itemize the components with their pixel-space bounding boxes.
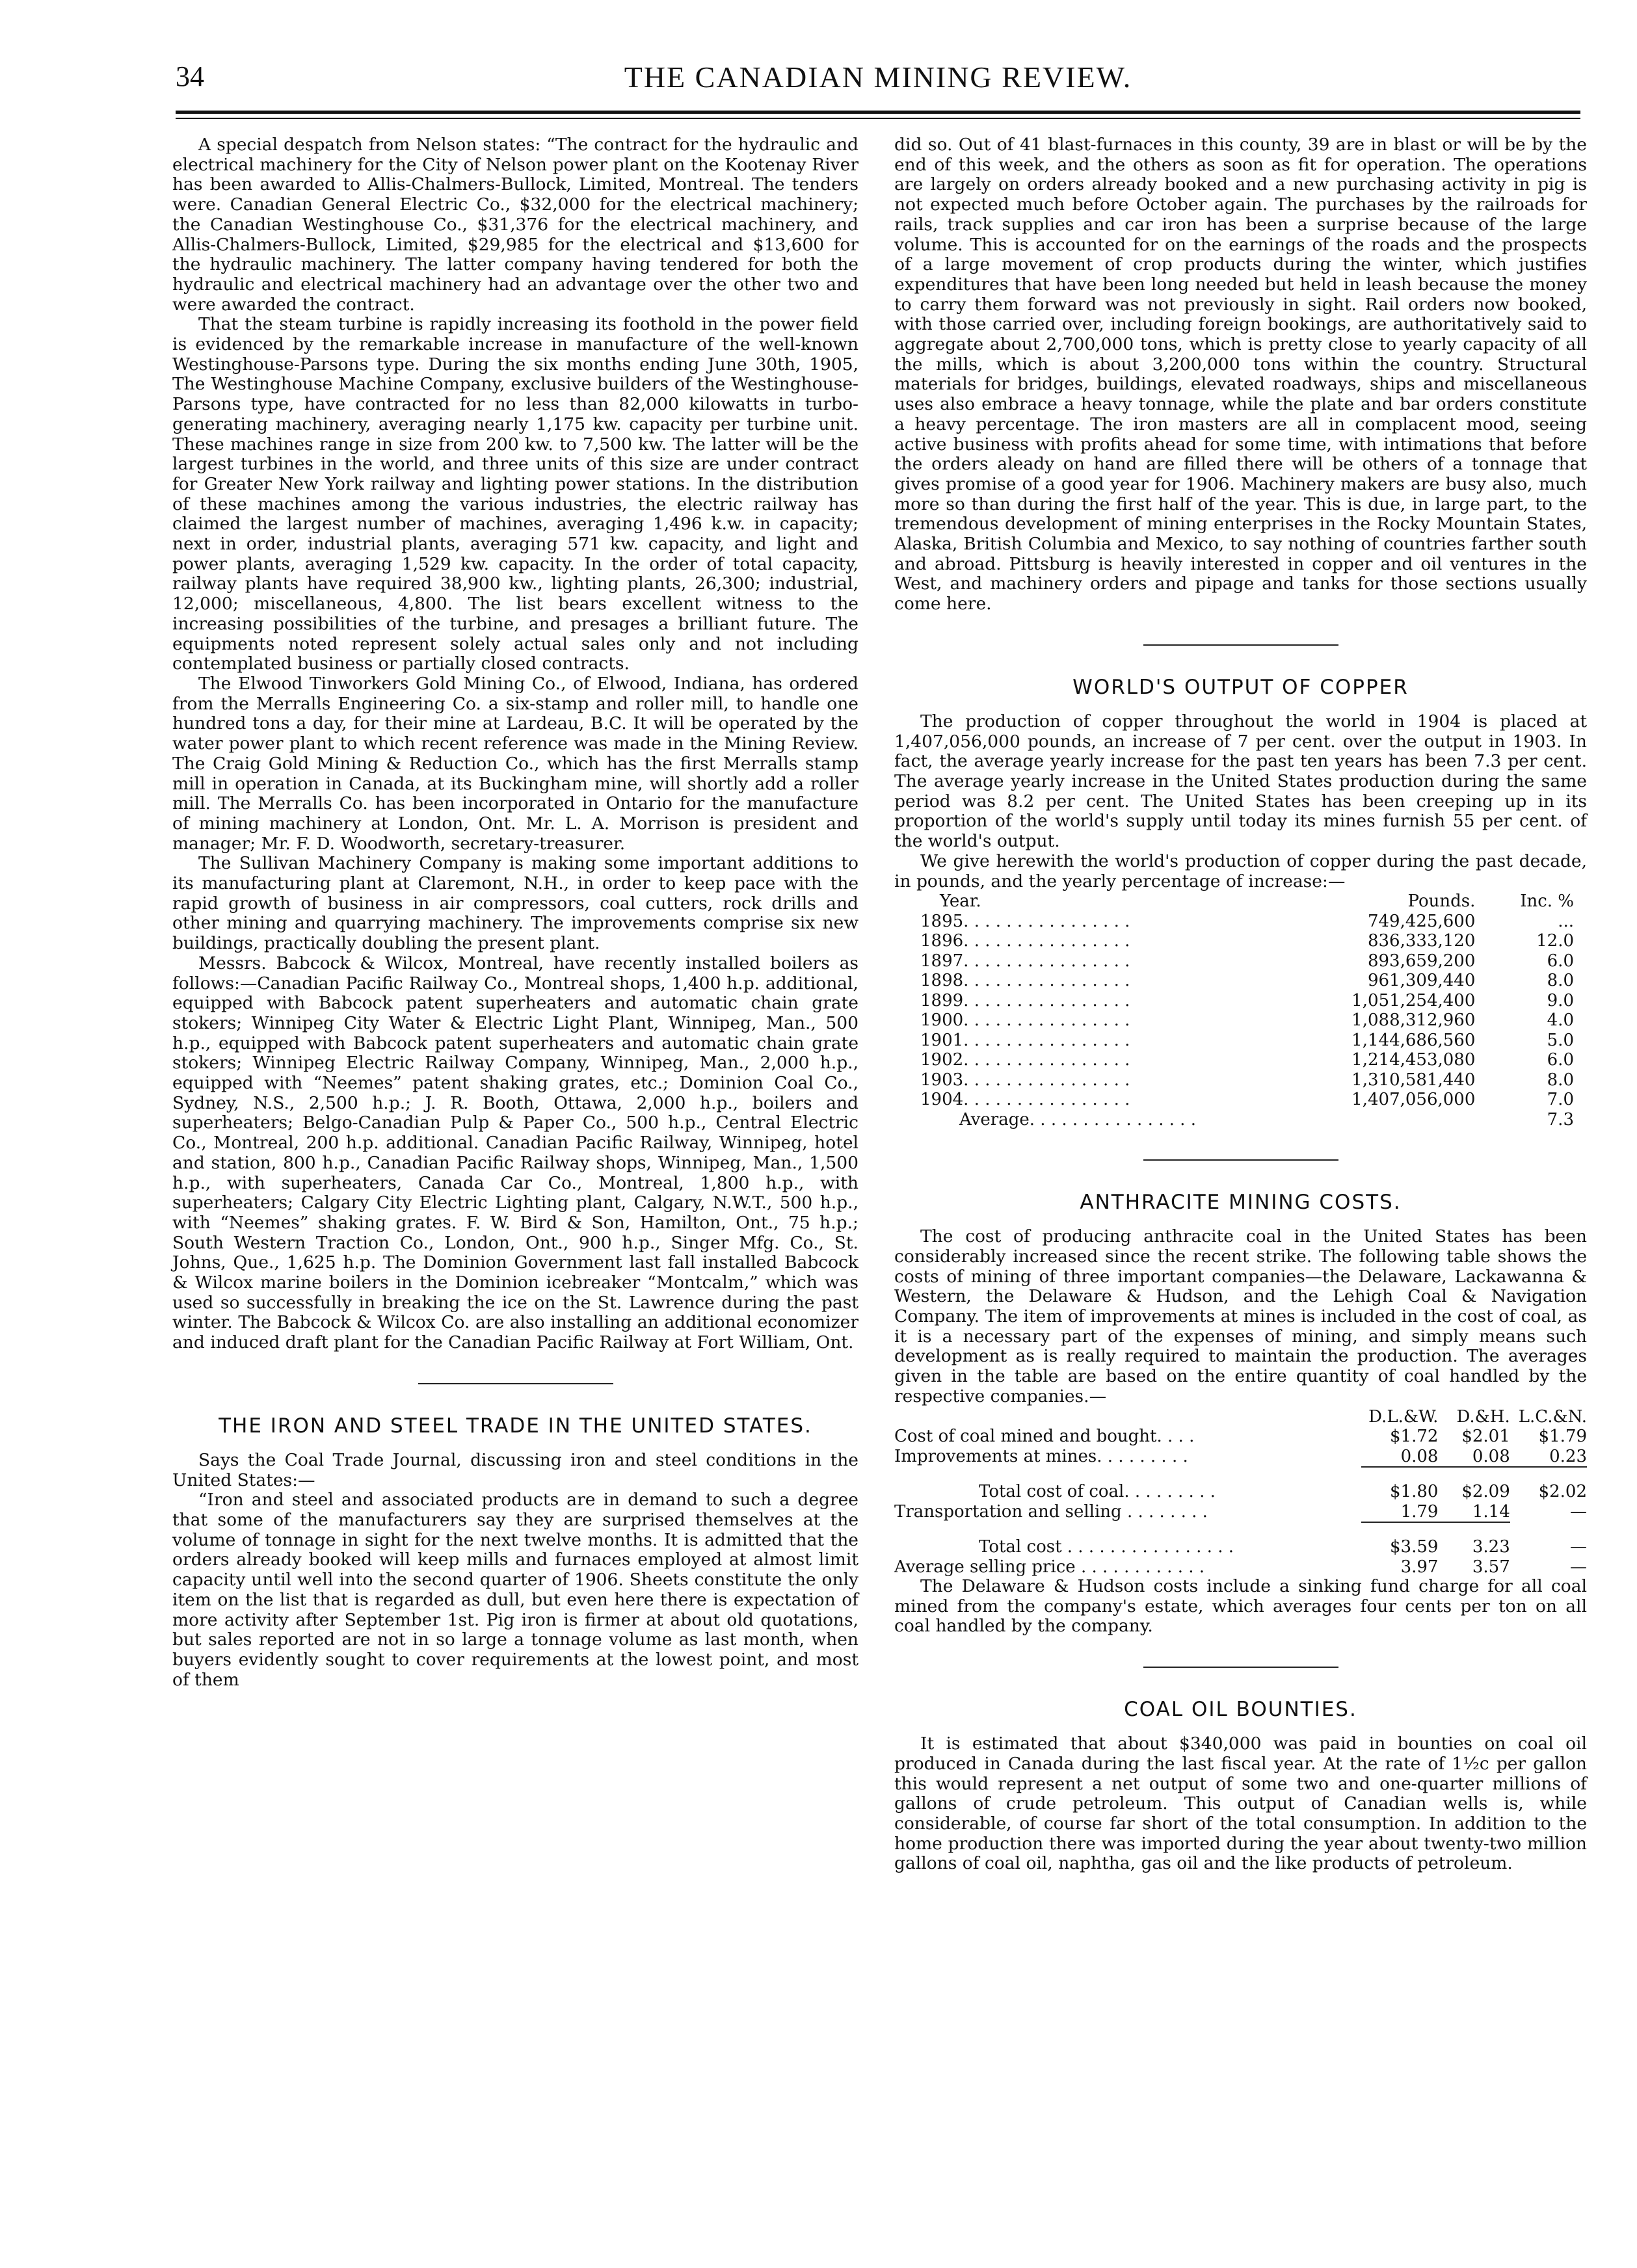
table-row: Improvements at mines. . . . . . . . . 0.08 0.08 0.23 [894,1446,1587,1467]
paragraph-iron-continued: did so. Out of 41 blast-furnaces in this county, 39 are in blast or will be by the end of this week, and the others as soon as fit for operation. The operations are largely on orders already booked and a new purchasing activity in pig is not expected much before October again. The purchases by the railroads for rails, track supplies and car iron has been a surprise because of the large volume. This is accounted for on the earnings of the roads and the prospects of a large movement of crop products during the winter, which justifies expenditures that have been long needed but held in leash because the money to carry them forward was not previously in sight. Rail orders now booked, with those carried over, including foreign bookings, are authoritatively said to aggregate about 2,700,000 tons, which is pretty close to yearly capacity of all the mills, which is about 3,200,000 tons within the country. Structural materials for bridges, buildings, elevated roadways, ships and miscellaneous uses also embrace a heavy tonnage, while the plate and bar orders constitute a heavy percentage. The iron masters are all in complacent mood, seeing active business with profits ahead for some time, with intimations that before the orders aleady on hand are filled there will be others of a tonnage that gives promise of a good year for 1906. Machinery makers are busy also, much more so than during the first half of the year. This is due, in large part, to the tremendous development of mining enterprises in the Rocky Mountain States, Alaska, British Columbia and Mexico, to say nothing of countries farther south and abroad. Pittsburg is heavily interested in copper and oil ventures in the West, and machinery orders and pipage and tanks for those sections usually come here. [894,135,1587,614]
year-cell: 1900 [920,1010,964,1031]
increase-cell: 8.0 [1547,971,1574,991]
row-label: Improvements at mines [894,1447,1097,1467]
table-row: Transportation and selling . . . . . . . . 1.79 1.14 — [894,1501,1587,1522]
value-cell: $1.72 [1390,1427,1439,1447]
table-row: Average selling price . . . . . . . . . . . . 3.97 3.57 — [894,1557,1587,1577]
page-header [176,60,1580,105]
increase-cell: 9.0 [1547,990,1574,1010]
header-rule-thin [176,118,1580,119]
table-row: 1903. . . . . . . . . . . . . . . . 1,310,581,440 8.0 [920,1070,1574,1090]
pounds-cell: 1,407,056,000 [1351,1090,1476,1110]
increase-cell: 6.0 [1547,1050,1574,1070]
anthracite-heading: ANTHRACITE MINING COSTS. [1080,1191,1402,1215]
increase-cell: 8.0 [1547,1070,1574,1090]
value-cell: 1.14 [1438,1502,1510,1523]
paragraph-iron-body: “Iron and steel and associated products are in demand to such a degree that some of the manufacturers say they are surprised themselves at the volume of tonnage in sight for the next twelve months. It is admitted that the orders already booked will keep mills and furnaces employed at almost limit capacity until well into the second quarter of 1906. Sheets constitute the only item on the list that is regarded as dull, but even here there is expectation of more activity after September 1st. Pig iron is firmer at about old quotations, but sales reported are not in so large a tonnage volume as last month, when buyers evidently sought to cover requirements at the lowest point, and most of them [172,1490,858,1690]
section-divider [418,1383,613,1384]
year-cell: 1896 [920,931,964,951]
row-label: Average selling price [894,1557,1076,1577]
left-column [172,135,858,1690]
journal-title: THE CANADIAN MINING REVIEW. [624,60,1132,94]
pounds-cell: 749,425,600 [1367,911,1476,931]
year-cell: 1902 [920,1050,964,1070]
coal-oil-heading: COAL OIL BOUNTIES. [1124,1698,1357,1722]
year-cell: 1895 [920,911,964,931]
increase-cell: 4.0 [1547,1010,1574,1031]
pounds-cell: 961,309,440 [1367,971,1476,991]
table-row: 1895. . . . . . . . . . . . . . . . 749,425,600 ... [920,911,1574,931]
paragraph-anthracite: The cost of producing anthracite coal in the United States has been considerably increased since the recent strike. The following table shows the costs of mining of three important companies—the Delaware, Lackawanna & Western, the Delaware & Hudson, and the Lehigh Coal & Navigation Company. The item of improvements at mines is included in the cost of coal, as it is a necessary part of the expenses of mining, and simply means such development as is really required to maintain the production. The averages given in the table are based on the entire quantity of coal handled by the respective companies.— [894,1226,1587,1406]
pounds-cell: 1,051,254,400 [1351,990,1476,1010]
paragraph-turbine: That the steam turbine is rapidly increasing its foothold in the power field is evidenced by the remarkable increase in manufacture of the well-known Westinghouse-Parsons type. During the six months ending June 30th, 1905, The Westinghouse Machine Company, exclusive builders of the Westinghouse-Parsons type, have contracted for no less than 82,000 kilowatts in turbo-generating machinery, averaging nearly 1,175 kw. capacity per turbine unit. These machines range in size from 200 kw. to 7,500 kw. The latter will be the largest turbines in the world, and three units of this size are under contract for Greater New York railway and lighting power stations. In the distribution of these machines among the various industries, the electric railway has claimed the largest number of machines, averaging 1,496 k.w. in capacity; next in order, industrial plants, averaging 571 kw. capacity, and light and power plants, averaging 1,529 kw. capacity. In the order of total capacity, railway plants have required 38,900 kw., lighting plants, 26,300; industrial, 12,000; miscellaneous, 4,800. The list bears excellent witness to the increasing possibilities of the turbine, and presages a brilliant future. The equipments noted represent solely actual sales only and not including contemplated business or partially closed contracts. [172,314,858,674]
average-label: Average [959,1109,1030,1129]
year-cell: 1897 [920,951,964,971]
table-row: Total cost of coal. . . . . . . . . $1.80 $2.09 $2.02 [979,1482,1587,1502]
section-divider [1143,1667,1338,1668]
right-column [894,135,1587,1874]
table-row: 1901. . . . . . . . . . . . . . . . 1,144,686,560 5.0 [920,1030,1574,1050]
year-cell: 1904 [920,1090,964,1110]
table-row: 1897. . . . . . . . . . . . . . . . 893,659,200 6.0 [920,951,1574,971]
paragraph-copper-1: The production of copper throughout the world in 1904 is placed at 1,407,056,000 pounds, an increase of 7 per cent. over the output in 1903. In fact, the average yearly increase for the past ten years has been 7.3 per cent. The average yearly increase in the United States production during the same period was 8.2 per cent. The United States has been creeping up in its proportion of the world's supply until today its mines furnish 55 per cent. of the world's output. [894,711,1587,852]
value-cell: 0.08 [1438,1447,1510,1468]
value-cell: $3.59 [1390,1537,1439,1557]
table-header-row [894,1407,1587,1427]
value-cell: 3.57 [1472,1557,1510,1577]
table-row-average: Average. . . . . . . . . . . . . . . . 7.3 [959,1109,1574,1129]
increase-cell: 6.0 [1547,951,1574,971]
value-cell: $2.02 [1538,1482,1587,1502]
year-cell: 1898 [920,971,964,991]
column-header-year: Year. [940,891,981,912]
paragraph-nelson: A special despatch from Nelson states: “The contract for the hydraulic and electrical machinery for the City of Nelson power plant on the Kootenay River has been awarded to Allis-Chalmers-Bullock, Limited, Montreal. The tenders were. Canadian General Electric Co., $32,000 for the electrical machinery; the Canadian Westinghouse Co., $31,376 for the electrical machinery, and Allis-Chalmers-Bullock, Limited, $29,985 for the electrical and $13,600 for the hydraulic machinery. The latter company having tendered for both the hydraulic and electrical machinery had an advantage over the other two and were awarded the contract. [172,135,858,315]
paragraph-coal-oil: It is estimated that about $340,000 was paid in bounties on coal oil produced in Canada during the last fiscal year. At the rate of 1½c per gallon this would represent a net output of some two and one-quarter millions of gallons of crude petroleum. This output of Canadian wells is, while considerable, of course far short of the total consumption. In addition to the home production there was imported during the year about twenty-two million gallons of coal oil, naphtha, gas oil and the like products of petroleum. [894,1734,1587,1874]
value-cell: $2.01 [1461,1427,1510,1447]
column-header-dlw: D.L.&W. [1368,1406,1439,1427]
anthracite-table [894,1407,1587,1577]
year-cell: 1903 [920,1070,964,1090]
table-header-row [920,891,1574,912]
iron-steel-heading: THE IRON AND STEEL TRADE IN THE UNITED STATES. [219,1414,812,1438]
year-cell: 1899 [920,990,964,1010]
table-row: 1899. . . . . . . . . . . . . . . . 1,051,254,400 9.0 [920,990,1574,1010]
increase-cell: 12.0 [1536,931,1574,951]
pounds-cell: 1,088,312,960 [1351,1010,1476,1031]
section-divider [1143,644,1338,646]
column-header-pounds: Pounds. [1407,891,1476,912]
pounds-cell: 836,333,120 [1367,931,1476,951]
row-label: Cost of coal mined and bought [894,1427,1157,1447]
row-label: Transportation and selling [894,1502,1122,1522]
pounds-cell: 1,310,581,440 [1351,1070,1476,1090]
column-header-lcn: L.C.&N. [1518,1406,1587,1427]
column-header-increase: Inc. % [1520,891,1574,912]
table-row: 1900. . . . . . . . . . . . . . . . 1,088,312,960 4.0 [920,1010,1574,1031]
paragraph-iron-intro: Says the Coal Trade Journal, discussing iron and steel conditions in the United States:— [172,1449,858,1490]
paragraph-elwood: The Elwood Tinworkers Gold Mining Co., of Elwood, Indiana, has ordered from the Merralls Engineering Co. a six-stamp and roller mill, to handle one hundred tons a day, for their mine at Lardeau, B.C. It will be operated by the water power plant to which recent reference was made in the Mining Review. The Craig Gold Mining & Reduction Co., which has the first Merralls stamp mill in operation in Canada, at its Buckingham mine, will shortly add a roller mill. The Merralls Co. has been incorporated in Ontario for the manufacture of mining machinery at London, Ont. Mr. L. A. Morrison is president and manager; Mr. F. D. Woodworth, secretary-treasurer. [172,673,858,854]
value-cell: $2.09 [1461,1482,1510,1502]
paragraph-copper-2: We give herewith the world's production of copper during the past decade, in pounds, and the yearly percentage of increase:— [894,850,1587,891]
value-cell: 3.23 [1472,1537,1510,1557]
copper-table [920,891,1574,1129]
increase-cell: 5.0 [1547,1030,1574,1050]
column-header-dh: D.&H. [1456,1406,1510,1427]
header-rule [176,111,1580,114]
paragraph-sullivan: The Sullivan Machinery Company is making some important additions to its manufacturing plant at Claremont, N.H., in order to keep pace with the rapid growth of business in air compressors, coal cutters, rock drills and other mining and quarrying machinery. The improvements comprise six new buildings, practically doubling the present plant. [172,853,858,954]
value-cell: $1.79 [1538,1427,1587,1447]
row-label: Total cost [979,1537,1062,1557]
value-cell: — [1570,1557,1587,1577]
paragraph-babcock: Messrs. Babcock & Wilcox, Montreal, have recently installed boilers as follows:—Canadian Pacific Railway Co., Montreal shops, 1,400 h.p. additional, equipped with Babcock patent superheaters and automatic chain grate stokers; Winnipeg City Water & Electric Light Plant, Winnipeg, Man., 500 h.p., equipped with Babcock patent superheaters and automatic chain grate stokers; Winnipeg Electric Railway Company, Winnipeg, Man., 2,000 h.p., equipped with “Neemes” patent shaking grates, etc.; Dominion Coal Co., Sydney, N.S., 2,500 h.p.; J. R. Booth, Ottawa, 2,000 h.p., boilers and superheaters; Belgo-Canadian Pulp & Paper Co., 500 h.p., Central Electric Co., Montreal, 200 h.p. additional. Canadian Pacific Railway, Winnipeg, hotel and station, 800 h.p., Canadian Pacific Railway shops, Winnipeg, Man., 1,500 h.p., with superheaters, Canada Car Co., Montreal, 1,800 h.p., with superheaters; Calgary City Electric Lighting plant, Calgary, N.W.T., 500 h.p., with “Neemes” shaking grates. F. W. Bird & Son, Hamilton, Ont., 75 h.p.; South Western Traction Co., London, Ont., 900 h.p., Singer Mfg. Co., St. Johns, Que., 1,625 h.p. The Dominion Government last fall installed Babcock & Wilcox marine boilers in the Dominion icebreaker “Montcalm,” which was used so successfully in breaking the ice on the St. Lawrence during the past winter. The Babcock & Wilcox Co. are also installing an additional economizer and induced draft plant for the Canadian Pacific Railway at Fort William, Ont. [172,953,858,1353]
pounds-cell: 1,214,453,080 [1351,1050,1476,1070]
value-cell: 0.08 [1361,1447,1439,1468]
table-row: Cost of coal mined and bought. . . . $1.72 $2.01 $1.79 [894,1427,1587,1447]
row-label: Total cost of coal [979,1482,1125,1502]
year-cell: 1901 [920,1030,964,1050]
value-cell: 1.79 [1361,1502,1439,1523]
value-cell: 0.23 [1510,1447,1587,1468]
average-value: 7.3 [1547,1109,1574,1129]
copper-heading: WORLD'S OUTPUT OF COPPER [1072,675,1409,699]
value-cell: $1.80 [1390,1482,1439,1502]
table-row: Total cost . . . . . . . . . . . . . . . . $3.59 3.23 — [979,1537,1587,1557]
value-cell: — [1570,1537,1587,1557]
increase-cell: ... [1558,911,1574,931]
table-row: 1896. . . . . . . . . . . . . . . . 836,333,120 12.0 [920,931,1574,951]
increase-cell: 7.0 [1547,1090,1574,1110]
pounds-cell: 893,659,200 [1367,951,1476,971]
table-row: 1902. . . . . . . . . . . . . . . . 1,214,453,080 6.0 [920,1050,1574,1070]
page-number: 34 [176,60,204,92]
value-cell: — [1570,1502,1587,1522]
pounds-cell: 1,144,686,560 [1351,1030,1476,1050]
value-cell: 3.97 [1400,1557,1439,1577]
section-divider [1143,1159,1338,1161]
table-row: 1904. . . . . . . . . . . . . . . . 1,407,056,000 7.0 [920,1090,1574,1110]
paragraph-anthracite-note: The Delaware & Hudson costs include a sinking fund charge for all coal mined from the company's estate, which averages four cents per ton on all coal handled by the company. [894,1576,1587,1637]
table-row: 1898. . . . . . . . . . . . . . . . 961,309,440 8.0 [920,971,1574,991]
